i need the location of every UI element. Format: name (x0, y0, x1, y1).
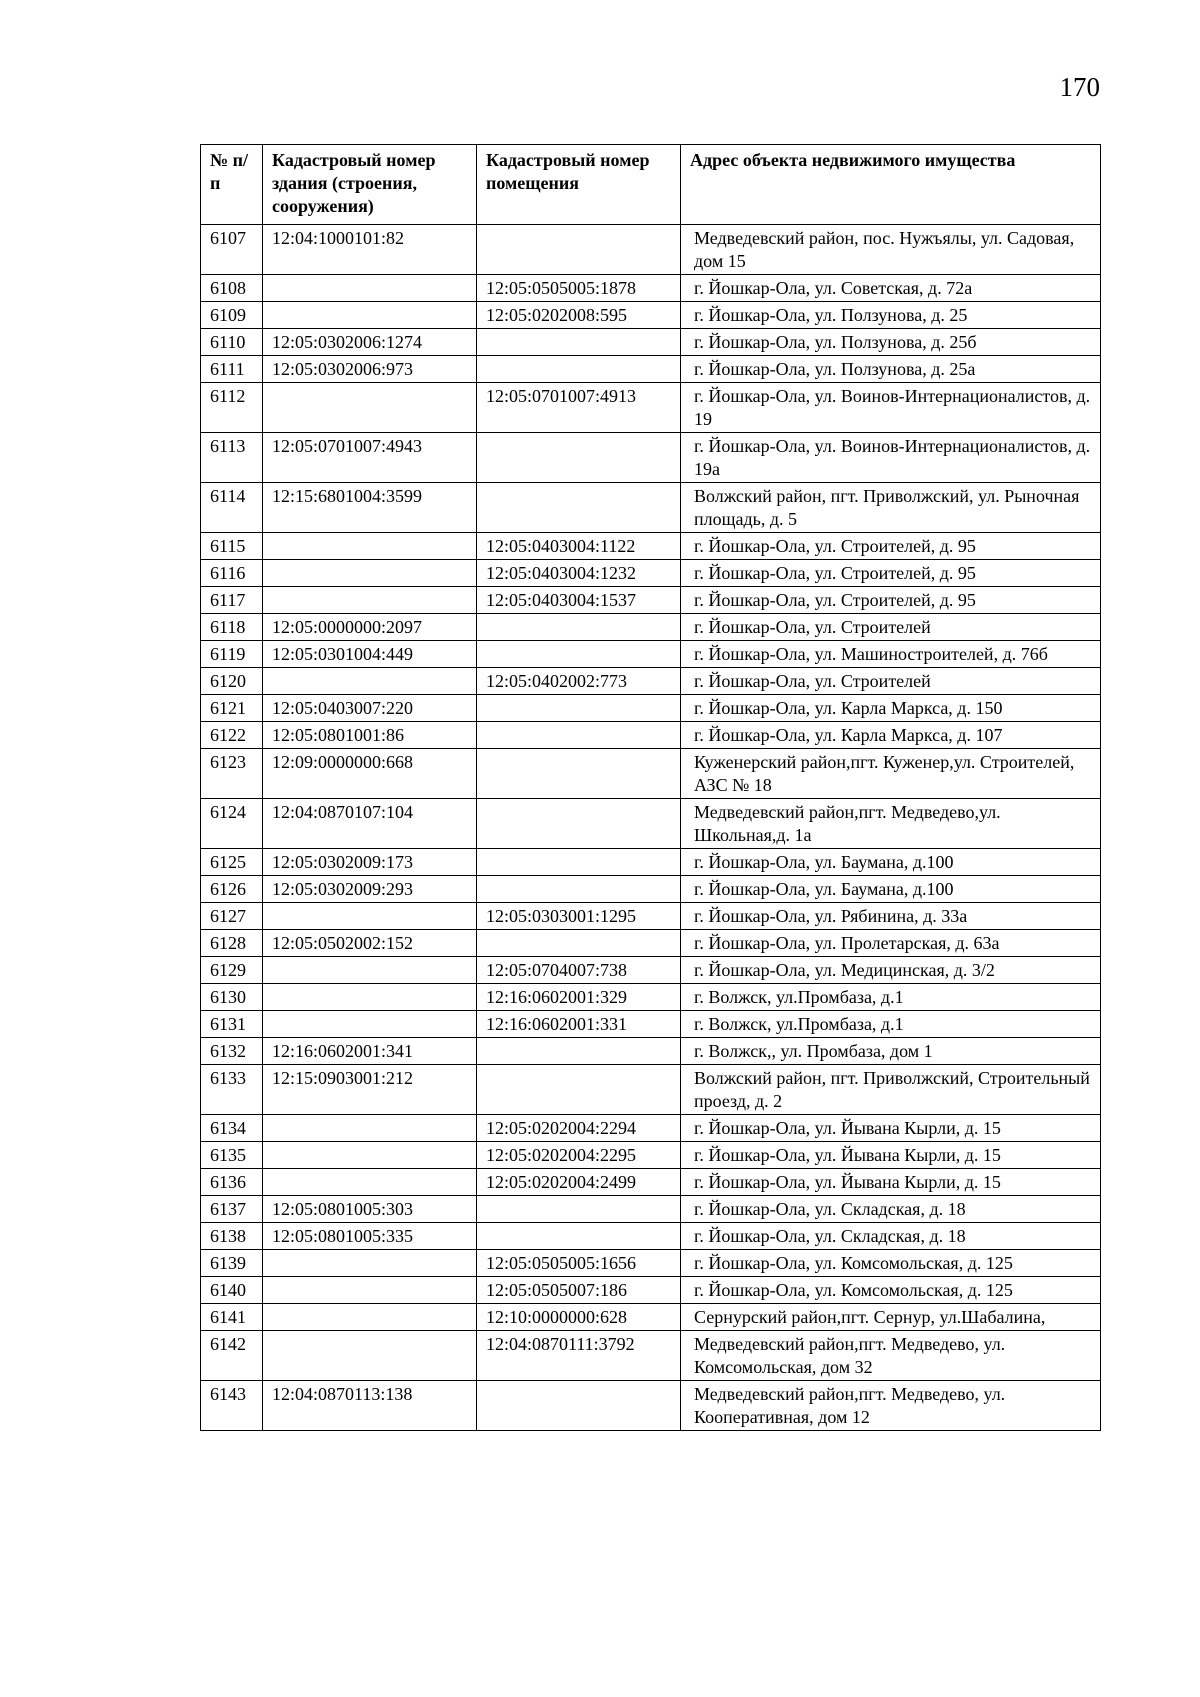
cell-building-cadastral (263, 1277, 477, 1304)
table-body (201, 225, 1101, 1431)
cell-num: 6125 (201, 849, 263, 876)
cell-address: Медведевский район,пгт. Медведево, ул. Кооперативная, дом 12 (681, 1381, 1101, 1431)
cell-address: г. Йошкар-Ола, ул. Ползунова, д. 25 (681, 302, 1101, 329)
table-row (201, 587, 1101, 614)
cell-address: Волжский район, пгт. Приволжский, Строительный проезд, д. 2 (681, 1065, 1101, 1115)
cell-num: 6127 (201, 903, 263, 930)
table-row (201, 1381, 1101, 1431)
cell-address: г. Йошкар-Ола, ул. Йывана Кырли, д. 15 (681, 1115, 1101, 1142)
cell-building-cadastral: 12:05:0302009:293 (263, 876, 477, 903)
table-row (201, 799, 1101, 849)
cell-room-cadastral: 12:05:0505007:186 (477, 1277, 681, 1304)
cell-num: 6110 (201, 329, 263, 356)
table-row (201, 433, 1101, 483)
table-row (201, 356, 1101, 383)
cell-building-cadastral (263, 668, 477, 695)
cell-address: г. Йошкар-Ола, ул. Комсомольская, д. 125 (681, 1250, 1101, 1277)
cell-address: г. Йошкар-Ола, ул. Йывана Кырли, д. 15 (681, 1142, 1101, 1169)
table-row (201, 302, 1101, 329)
table-row (201, 1115, 1101, 1142)
table-row (201, 533, 1101, 560)
table-row (201, 722, 1101, 749)
cell-room-cadastral: 12:05:0402002:773 (477, 668, 681, 695)
cell-num: 6113 (201, 433, 263, 483)
cell-building-cadastral: 12:05:0801001:86 (263, 722, 477, 749)
cell-address: Медведевский район, пос. Нужъялы, ул. Садовая, дом 15 (681, 225, 1101, 275)
cell-address: г. Йошкар-Ола, ул. Складская, д. 18 (681, 1196, 1101, 1223)
cell-room-cadastral: 12:05:0202004:2294 (477, 1115, 681, 1142)
cell-building-cadastral: 12:05:0302006:973 (263, 356, 477, 383)
cell-address: Волжский район, пгт. Приволжский, ул. Рыночная площадь, д. 5 (681, 483, 1101, 533)
cell-building-cadastral (263, 1304, 477, 1331)
cell-address: г. Йошкар-Ола, ул. Баумана, д.100 (681, 876, 1101, 903)
table-row (201, 1142, 1101, 1169)
cell-num: 6142 (201, 1331, 263, 1381)
cell-address: г. Йошкар-Ола, ул. Ползунова, д. 25а (681, 356, 1101, 383)
cell-address: г. Йошкар-Ола, ул. Советская, д. 72а (681, 275, 1101, 302)
cell-num: 6136 (201, 1169, 263, 1196)
cell-num: 6115 (201, 533, 263, 560)
table-row (201, 749, 1101, 799)
cell-building-cadastral (263, 587, 477, 614)
table-header (201, 145, 1101, 225)
cell-building-cadastral (263, 984, 477, 1011)
table-row (201, 1331, 1101, 1381)
cell-num: 6141 (201, 1304, 263, 1331)
cell-address: г. Йошкар-Ола, ул. Рябинина, д. 33а (681, 903, 1101, 930)
cell-address: г. Йошкар-Ола, ул. Воинов-Интернационалистов, д. 19 (681, 383, 1101, 433)
cell-room-cadastral (477, 614, 681, 641)
cell-building-cadastral: 12:04:1000101:82 (263, 225, 477, 275)
table-row (201, 849, 1101, 876)
table-row (201, 641, 1101, 668)
cell-room-cadastral: 12:05:0202004:2295 (477, 1142, 681, 1169)
cell-room-cadastral: 12:05:0505005:1878 (477, 275, 681, 302)
cell-num: 6128 (201, 930, 263, 957)
cell-address: г. Йошкар-Ола, ул. Медицинская, д. 3/2 (681, 957, 1101, 984)
table-row (201, 1277, 1101, 1304)
cell-building-cadastral (263, 957, 477, 984)
cell-address: г. Йошкар-Ола, ул. Строителей (681, 668, 1101, 695)
cell-room-cadastral: 12:05:0403004:1232 (477, 560, 681, 587)
cell-num: 6107 (201, 225, 263, 275)
cell-building-cadastral (263, 1011, 477, 1038)
cell-address: г. Йошкар-Ола, ул. Карла Маркса, д. 150 (681, 695, 1101, 722)
cell-address: г. Йошкар-Ола, ул. Строителей, д. 95 (681, 533, 1101, 560)
cell-address: г. Волжск, ул.Промбаза, д.1 (681, 1011, 1101, 1038)
cell-building-cadastral: 12:05:0301004:449 (263, 641, 477, 668)
cell-room-cadastral: 12:10:0000000:628 (477, 1304, 681, 1331)
cell-address: г. Йошкар-Ола, ул. Карла Маркса, д. 107 (681, 722, 1101, 749)
cell-address: г. Йошкар-Ола, ул. Комсомольская, д. 125 (681, 1277, 1101, 1304)
header-row (201, 145, 1101, 225)
cell-room-cadastral (477, 722, 681, 749)
cell-building-cadastral: 12:05:0302006:1274 (263, 329, 477, 356)
cell-building-cadastral (263, 1115, 477, 1142)
table-row (201, 225, 1101, 275)
cell-building-cadastral: 12:05:0801005:335 (263, 1223, 477, 1250)
table-row (201, 1065, 1101, 1115)
cell-address: Куженерский район,пгт. Куженер,ул. Строителей, АЗС № 18 (681, 749, 1101, 799)
cell-num: 6137 (201, 1196, 263, 1223)
table-row (201, 1223, 1101, 1250)
cell-num: 6108 (201, 275, 263, 302)
table-row (201, 930, 1101, 957)
table-row (201, 668, 1101, 695)
cell-address: г. Волжск,, ул. Промбаза, дом 1 (681, 1038, 1101, 1065)
cell-room-cadastral (477, 749, 681, 799)
header-room-cadastral: Кадастровый номер помещения (477, 145, 681, 225)
cell-num: 6135 (201, 1142, 263, 1169)
table-row (201, 695, 1101, 722)
table-row (201, 329, 1101, 356)
cell-num: 6109 (201, 302, 263, 329)
cell-building-cadastral (263, 1250, 477, 1277)
cell-building-cadastral (263, 1169, 477, 1196)
table-row (201, 614, 1101, 641)
cell-address: г. Волжск, ул.Промбаза, д.1 (681, 984, 1101, 1011)
cell-room-cadastral (477, 1381, 681, 1431)
table-row (201, 957, 1101, 984)
cell-num: 6140 (201, 1277, 263, 1304)
cell-address: г. Йошкар-Ола, ул. Ползунова, д. 25б (681, 329, 1101, 356)
header-num: № п/п (201, 145, 263, 225)
cell-num: 6114 (201, 483, 263, 533)
cell-address: г. Йошкар-Ола, ул. Пролетарская, д. 63а (681, 930, 1101, 957)
cell-num: 6132 (201, 1038, 263, 1065)
cell-num: 6129 (201, 957, 263, 984)
cell-building-cadastral: 12:15:0903001:212 (263, 1065, 477, 1115)
cell-building-cadastral (263, 302, 477, 329)
cell-room-cadastral (477, 641, 681, 668)
cell-address: г. Йошкар-Ола, ул. Строителей, д. 95 (681, 587, 1101, 614)
cell-room-cadastral: 12:05:0505005:1656 (477, 1250, 681, 1277)
cell-address: г. Йошкар-Ола, ул. Строителей, д. 95 (681, 560, 1101, 587)
cell-num: 6117 (201, 587, 263, 614)
cell-room-cadastral: 12:04:0870111:3792 (477, 1331, 681, 1381)
cell-building-cadastral (263, 903, 477, 930)
cell-num: 6130 (201, 984, 263, 1011)
cell-address: г. Йошкар-Ола, ул. Складская, д. 18 (681, 1223, 1101, 1250)
cell-room-cadastral (477, 1065, 681, 1115)
cell-address: Медведевский район,пгт. Медведево, ул. Комсомольская, дом 32 (681, 1331, 1101, 1381)
table-row (201, 1169, 1101, 1196)
cell-building-cadastral: 12:05:0403007:220 (263, 695, 477, 722)
cell-num: 6123 (201, 749, 263, 799)
cell-building-cadastral: 12:16:0602001:341 (263, 1038, 477, 1065)
table-row (201, 275, 1101, 302)
cell-room-cadastral (477, 1038, 681, 1065)
cell-building-cadastral (263, 533, 477, 560)
table-row (201, 984, 1101, 1011)
cell-room-cadastral (477, 1223, 681, 1250)
cell-num: 6122 (201, 722, 263, 749)
cell-num: 6121 (201, 695, 263, 722)
cell-building-cadastral: 12:05:0701007:4943 (263, 433, 477, 483)
cell-num: 6119 (201, 641, 263, 668)
cell-room-cadastral: 12:16:0602001:331 (477, 1011, 681, 1038)
cell-num: 6112 (201, 383, 263, 433)
cell-room-cadastral: 12:05:0303001:1295 (477, 903, 681, 930)
cell-building-cadastral: 12:05:0801005:303 (263, 1196, 477, 1223)
cell-address: Медведевский район,пгт. Медведево,ул. Школьная,д. 1а (681, 799, 1101, 849)
cell-address: г. Йошкар-Ола, ул. Воинов-Интернационалистов, д. 19а (681, 433, 1101, 483)
cell-num: 6134 (201, 1115, 263, 1142)
cell-room-cadastral: 12:05:0202004:2499 (477, 1169, 681, 1196)
cell-room-cadastral: 12:16:0602001:329 (477, 984, 681, 1011)
cell-building-cadastral (263, 275, 477, 302)
cell-num: 6126 (201, 876, 263, 903)
header-building-cadastral: Кадастровый номер здания (строения, сооружения) (263, 145, 477, 225)
cell-address: г. Йошкар-Ола, ул. Строителей (681, 614, 1101, 641)
cell-building-cadastral: 12:04:0870107:104 (263, 799, 477, 849)
cell-room-cadastral: 12:05:0704007:738 (477, 957, 681, 984)
cell-room-cadastral (477, 329, 681, 356)
table-row (201, 383, 1101, 433)
cell-room-cadastral (477, 876, 681, 903)
cell-num: 6131 (201, 1011, 263, 1038)
cell-room-cadastral (477, 483, 681, 533)
cell-num: 6120 (201, 668, 263, 695)
table-row (201, 1304, 1101, 1331)
cell-room-cadastral: 12:05:0701007:4913 (477, 383, 681, 433)
cell-num: 6111 (201, 356, 263, 383)
cell-room-cadastral (477, 695, 681, 722)
cell-num: 6143 (201, 1381, 263, 1431)
cell-building-cadastral: 12:09:0000000:668 (263, 749, 477, 799)
cell-room-cadastral: 12:05:0403004:1122 (477, 533, 681, 560)
property-registry-table (200, 144, 1101, 1431)
cell-building-cadastral (263, 1331, 477, 1381)
cell-room-cadastral (477, 433, 681, 483)
cell-num: 6118 (201, 614, 263, 641)
cell-room-cadastral (477, 225, 681, 275)
cell-address: г. Йошкар-Ола, ул. Машиностроителей, д. 76б (681, 641, 1101, 668)
cell-building-cadastral: 12:15:6801004:3599 (263, 483, 477, 533)
cell-room-cadastral (477, 356, 681, 383)
cell-building-cadastral: 12:05:0502002:152 (263, 930, 477, 957)
cell-room-cadastral (477, 1196, 681, 1223)
table-row (201, 1196, 1101, 1223)
cell-address: г. Йошкар-Ола, ул. Йывана Кырли, д. 15 (681, 1169, 1101, 1196)
table-row (201, 1038, 1101, 1065)
cell-room-cadastral: 12:05:0202008:595 (477, 302, 681, 329)
table-row (201, 483, 1101, 533)
cell-building-cadastral (263, 1142, 477, 1169)
table-row (201, 560, 1101, 587)
cell-building-cadastral (263, 383, 477, 433)
page-number: 170 (1059, 72, 1100, 102)
cell-num: 6124 (201, 799, 263, 849)
cell-room-cadastral: 12:05:0403004:1537 (477, 587, 681, 614)
table-row (201, 1250, 1101, 1277)
cell-num: 6133 (201, 1065, 263, 1115)
cell-num: 6138 (201, 1223, 263, 1250)
cell-building-cadastral (263, 560, 477, 587)
header-address: Адрес объекта недвижимого имущества (681, 145, 1101, 225)
cell-building-cadastral: 12:04:0870113:138 (263, 1381, 477, 1431)
table-row (201, 876, 1101, 903)
cell-address: Сернурский район,пгт. Сернур, ул.Шабалина, (681, 1304, 1101, 1331)
cell-room-cadastral (477, 930, 681, 957)
table-row (201, 903, 1101, 930)
cell-num: 6116 (201, 560, 263, 587)
cell-address: г. Йошкар-Ола, ул. Баумана, д.100 (681, 849, 1101, 876)
cell-building-cadastral: 12:05:0000000:2097 (263, 614, 477, 641)
cell-num: 6139 (201, 1250, 263, 1277)
cell-room-cadastral (477, 799, 681, 849)
cell-building-cadastral: 12:05:0302009:173 (263, 849, 477, 876)
table-row (201, 1011, 1101, 1038)
cell-room-cadastral (477, 849, 681, 876)
